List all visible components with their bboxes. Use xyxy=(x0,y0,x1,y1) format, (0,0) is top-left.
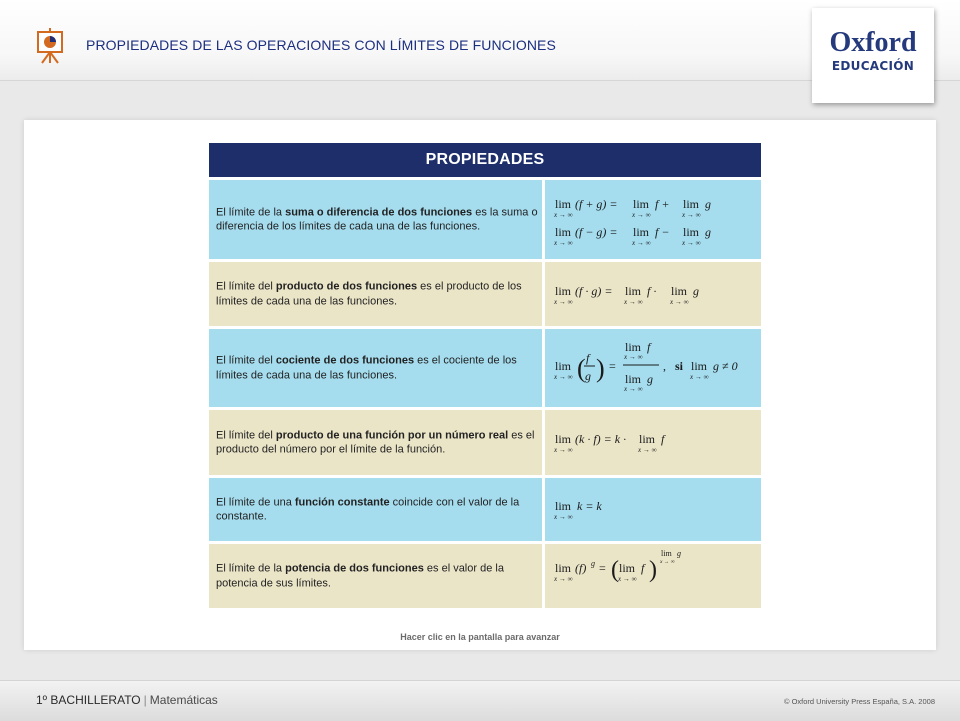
svg-text:g: g xyxy=(705,197,711,211)
svg-text:x → ∞: x → ∞ xyxy=(554,575,573,583)
svg-text:f: f xyxy=(641,561,645,575)
subject-label: Matemáticas xyxy=(149,693,218,707)
svg-text:x → ∞: x → ∞ xyxy=(618,575,637,583)
svg-text:x → ∞: x → ∞ xyxy=(624,298,643,306)
property-text-run: es el producto del número por el límite de la función. xyxy=(216,429,535,456)
page-title: PROPIEDADES DE LAS OPERACIONES CON LÍMITES DE FUNCIONES xyxy=(86,37,556,53)
table-heading: PROPIEDADES xyxy=(209,143,761,177)
svg-text:g: g xyxy=(693,284,699,298)
presentation-icon xyxy=(36,28,64,64)
svg-text:k = k: k = k xyxy=(577,499,602,513)
property-text-run: coincide con el valor de la constante. xyxy=(216,496,520,523)
svg-text:x → ∞: x → ∞ xyxy=(632,211,651,219)
svg-text:lim: lim xyxy=(555,499,572,513)
svg-text:f: f xyxy=(586,351,590,365)
svg-text:x → ∞: x → ∞ xyxy=(638,446,657,454)
property-keyword: producto de una función por un número real xyxy=(275,429,509,441)
property-description-cell xyxy=(209,478,542,541)
svg-text:lim: lim xyxy=(633,197,650,211)
table-row xyxy=(209,478,761,541)
svg-text:lim: lim xyxy=(683,197,700,211)
svg-text:lim: lim xyxy=(671,284,688,298)
property-keyword: producto de dos funciones xyxy=(275,280,418,293)
svg-text:x → ∞: x → ∞ xyxy=(554,513,573,521)
formula-constant xyxy=(553,478,763,541)
property-text-run: es la suma o diferencia de los límites de cada una de las funciones. xyxy=(216,206,538,233)
svg-text:): ) xyxy=(649,557,657,583)
property-text xyxy=(216,280,538,309)
formula-cell xyxy=(545,262,761,326)
property-text xyxy=(216,428,538,457)
svg-text:lim: lim xyxy=(619,561,636,575)
svg-text:lim: lim xyxy=(683,225,700,239)
svg-text:x → ∞: x → ∞ xyxy=(670,298,689,306)
property-text-run: El límite de la xyxy=(216,562,286,575)
svg-text:lim: lim xyxy=(625,284,642,298)
svg-text:=: = xyxy=(609,359,616,373)
copyright-text: © Oxford University Press España, S.A. 2008 xyxy=(783,697,935,706)
property-text-run: El límite de una xyxy=(216,496,295,508)
svg-text:lim: lim xyxy=(555,359,572,373)
svg-text:f ·: f · xyxy=(647,284,657,298)
svg-text:x → ∞: x → ∞ xyxy=(632,239,651,247)
table-row xyxy=(209,544,761,608)
svg-text:lim: lim xyxy=(555,561,572,575)
property-text-run: es el cociente de los límites de cada una de las funciones. xyxy=(216,354,517,381)
svg-text:g: g xyxy=(647,372,653,386)
logo-text-oxford: Oxford xyxy=(829,27,917,58)
svg-text:(k · f) = k ·: (k · f) = k · xyxy=(575,432,627,446)
property-text xyxy=(216,354,538,383)
property-text xyxy=(216,495,538,524)
svg-text:(f − g) =: (f − g) = xyxy=(575,225,618,239)
property-text-run: es el valor de la potencia de sus límites. xyxy=(216,562,504,589)
property-text xyxy=(216,562,538,591)
logo-text-educacion: EDUCACIÓN xyxy=(831,59,915,73)
svg-text:lim: lim xyxy=(555,225,572,239)
property-keyword: potencia de dos funciones xyxy=(285,562,424,575)
svg-text:lim: lim xyxy=(625,372,642,386)
property-text-run: El límite del xyxy=(216,429,276,441)
svg-text:x → ∞: x → ∞ xyxy=(682,239,701,247)
property-description-cell xyxy=(209,544,542,608)
property-text-run: El límite de la xyxy=(216,206,286,218)
formula-scalar-product xyxy=(553,410,763,475)
svg-text:x → ∞: x → ∞ xyxy=(624,353,643,361)
svg-text:lim: lim xyxy=(661,549,672,558)
svg-text:f: f xyxy=(647,340,651,354)
formula-cell xyxy=(545,544,761,608)
formula-cell xyxy=(545,478,761,541)
svg-text:lim: lim xyxy=(639,432,656,446)
svg-text:f: f xyxy=(661,432,665,446)
table-row xyxy=(209,262,761,326)
svg-text:(: ( xyxy=(611,557,619,583)
svg-text:(f + g) =: (f + g) = xyxy=(575,197,618,211)
property-description-cell xyxy=(209,262,542,326)
formula-cell xyxy=(545,180,761,259)
svg-text:(f · g) =: (f · g) = xyxy=(575,284,613,298)
svg-text:x → ∞: x → ∞ xyxy=(554,446,573,454)
property-text-run: El límite del xyxy=(216,354,276,367)
property-description-cell xyxy=(209,329,542,407)
svg-text:lim: lim xyxy=(555,432,572,446)
advance-hint: Hacer clic en la pantalla para avanzar xyxy=(400,632,560,642)
property-description-cell xyxy=(209,180,542,259)
formula-cell xyxy=(545,329,761,407)
formula-quotient xyxy=(553,329,763,407)
svg-text:lim: lim xyxy=(555,197,572,211)
slide-panel[interactable] xyxy=(24,120,936,650)
svg-text:f +: f + xyxy=(655,197,670,211)
svg-text:x → ∞: x → ∞ xyxy=(660,559,675,565)
svg-text:x → ∞: x → ∞ xyxy=(554,373,573,381)
svg-text:g: g xyxy=(591,559,595,568)
svg-text:(: ( xyxy=(577,354,586,383)
footer-course-info xyxy=(36,693,218,707)
svg-text:si: si xyxy=(675,359,684,373)
svg-text:=: = xyxy=(599,561,606,575)
svg-text:g: g xyxy=(677,549,681,558)
property-text-run: El límite del xyxy=(216,280,276,293)
table-row xyxy=(209,410,761,475)
svg-text:): ) xyxy=(596,354,605,383)
svg-text:x → ∞: x → ∞ xyxy=(554,239,573,247)
property-keyword: cociente de dos funciones xyxy=(275,354,415,367)
svg-text:g: g xyxy=(585,369,591,383)
formula-sum-difference xyxy=(553,180,763,259)
formula-product xyxy=(553,262,763,326)
property-text xyxy=(216,205,538,234)
svg-text:x → ∞: x → ∞ xyxy=(624,385,643,393)
property-keyword: función constante xyxy=(294,496,390,508)
svg-text:x → ∞: x → ∞ xyxy=(690,373,709,381)
properties-table xyxy=(209,143,761,608)
svg-text:x → ∞: x → ∞ xyxy=(554,211,573,219)
svg-text:lim: lim xyxy=(625,340,642,354)
svg-text:f −: f − xyxy=(655,225,670,239)
svg-text:x → ∞: x → ∞ xyxy=(554,298,573,306)
svg-text:lim: lim xyxy=(691,359,708,373)
svg-text:x → ∞: x → ∞ xyxy=(682,211,701,219)
svg-text:lim: lim xyxy=(555,284,572,298)
oxford-logo xyxy=(812,8,934,103)
svg-text:g: g xyxy=(705,225,711,239)
formula-power xyxy=(553,544,763,608)
table-row xyxy=(209,329,761,407)
table-row xyxy=(209,180,761,259)
svg-text:lim: lim xyxy=(633,225,650,239)
footer-bar xyxy=(0,680,960,721)
property-description-cell xyxy=(209,410,542,475)
svg-text:,: , xyxy=(663,359,666,373)
svg-text:(f): (f) xyxy=(575,561,587,575)
footer-separator: | xyxy=(143,693,147,707)
property-text-run: es el producto de los límites de cada una de las funciones. xyxy=(216,280,522,307)
svg-text:g ≠ 0: g ≠ 0 xyxy=(713,359,738,373)
formula-cell xyxy=(545,410,761,475)
course-label: 1º BACHILLERATO xyxy=(36,693,141,707)
property-keyword: suma o diferencia de dos funciones xyxy=(285,206,473,218)
